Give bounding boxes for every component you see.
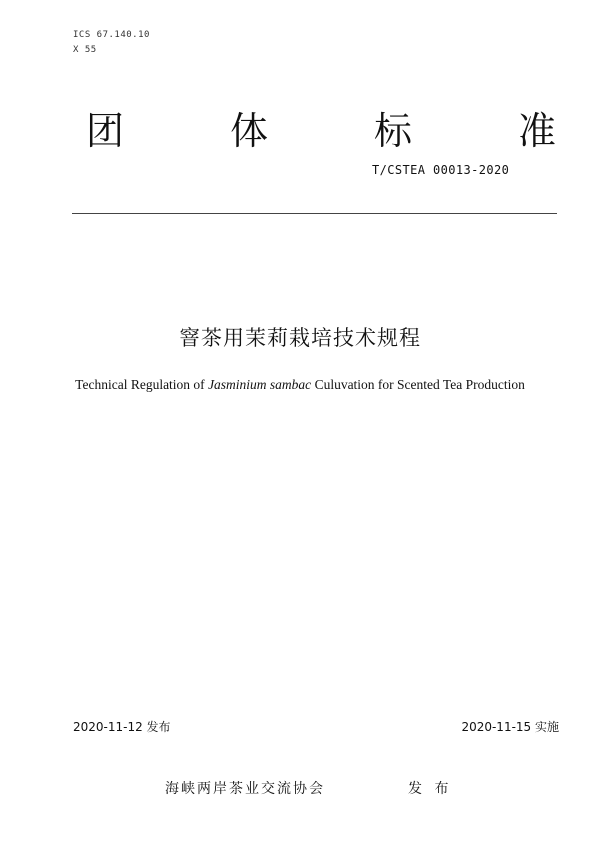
english-title-part-2: Culuvation for Scented Tea Production [311, 377, 525, 392]
standard-type-char-3: 标 [373, 109, 412, 153]
english-title-part-1: Technical Regulation of [75, 377, 209, 392]
standard-type-char-4: 准 [517, 109, 556, 153]
header-divider [72, 213, 557, 214]
english-title-species: Jasminium sambac [208, 377, 312, 392]
english-title [0, 377, 600, 393]
ics-code: ICS 67.140.10 [73, 30, 150, 40]
issue-date: 2020-11-12 发布 [73, 720, 171, 734]
publisher-name: 海峡两岸茶业交流协会 [165, 781, 325, 797]
standard-type-char-2: 体 [229, 109, 268, 153]
classification-code: X 55 [73, 45, 97, 55]
implementation-date: 2020-11-15 实施 [461, 720, 559, 734]
publish-label: 发 布 [408, 781, 453, 797]
standard-type-heading [86, 106, 556, 156]
standard-type-char-1: 团 [86, 109, 125, 153]
standard-number: T/CSTEA 00013-2020 [372, 163, 510, 177]
chinese-title: 窨茶用茉莉栽培技术规程 [179, 326, 421, 350]
